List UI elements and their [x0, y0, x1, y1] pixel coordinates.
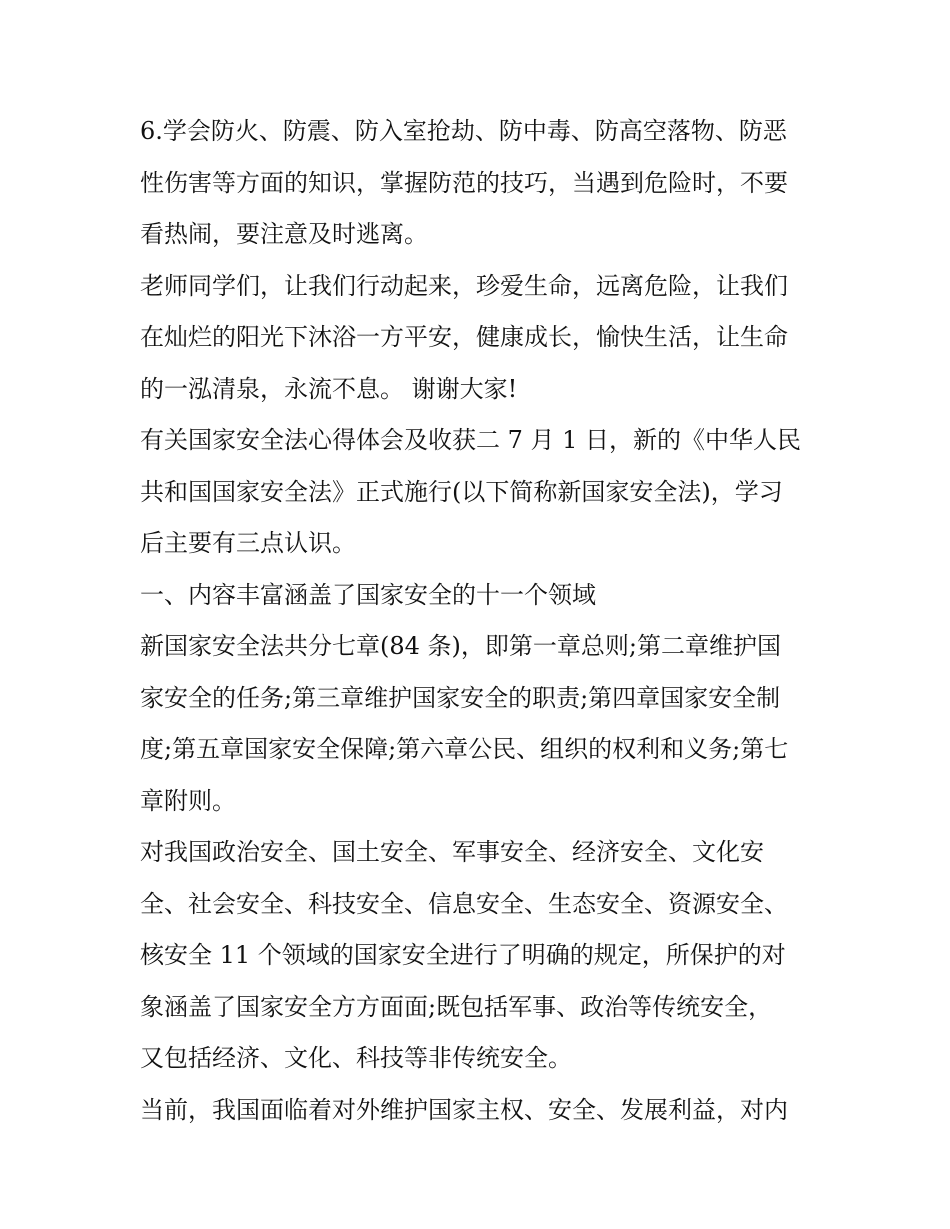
- text-line: 的一泓清泉，永流不息。 谢谢大家!: [140, 374, 518, 403]
- text-line: 又包括经济、文化、科技等非传统安全。: [140, 1044, 572, 1072]
- text-line: 全、社会安全、科技安全、信息安全、生态安全、资源安全、: [140, 889, 788, 918]
- text-line: 后主要有三点认识。: [140, 529, 356, 557]
- text-line: 度;第五章国家安全保障;第六章公民、组织的权利和义务;第七: [140, 735, 789, 763]
- text-line: 核安全 11 个领域的国家安全进行了明确的规定，所保护的对: [140, 941, 786, 969]
- text-line: 有关国家安全法心得体会及收获二 7 月 1 日，新的《中华人民: [140, 426, 802, 454]
- text-line: 在灿烂的阳光下沐浴一方平安，健康成长，愉快生活，让生命: [140, 323, 788, 351]
- section-heading: 一、内容丰富涵盖了国家安全的十一个领域: [140, 580, 596, 609]
- text-line: 共和国国家安全法》正式施行(以下简称新国家安全法)，学习: [140, 477, 783, 506]
- text-line: 家安全的任务;第三章维护国家安全的职责;第四章国家安全制: [140, 683, 781, 712]
- document-body: [140, 106, 820, 1136]
- text-line: 对我国政治安全、国土安全、军事安全、经济安全、文化安: [140, 838, 764, 866]
- text-line: 章附则。: [140, 786, 236, 815]
- text-line: 新国家安全法共分七章(84 条)，即第一章总则;第二章维护国: [140, 632, 781, 660]
- text-line: 当前，我国面临着对外维护国家主权、安全、发展利益，对内: [140, 1095, 788, 1124]
- text-line: 性伤害等方面的知识，掌握防范的技巧，当遇到危险时，不要: [140, 168, 788, 197]
- text-line: 象涵盖了国家安全方方面面;既包括军事、政治等传统安全，: [140, 992, 773, 1021]
- text-line: 6.学会防火、防震、防入室抢劫、防中毒、防高空落物、防恶: [140, 117, 787, 145]
- text-line: 老师同学们，让我们行动起来，珍爱生命，远离危险，让我们: [140, 271, 788, 300]
- text-line: 看热闹，要注意及时逃离。: [140, 220, 428, 248]
